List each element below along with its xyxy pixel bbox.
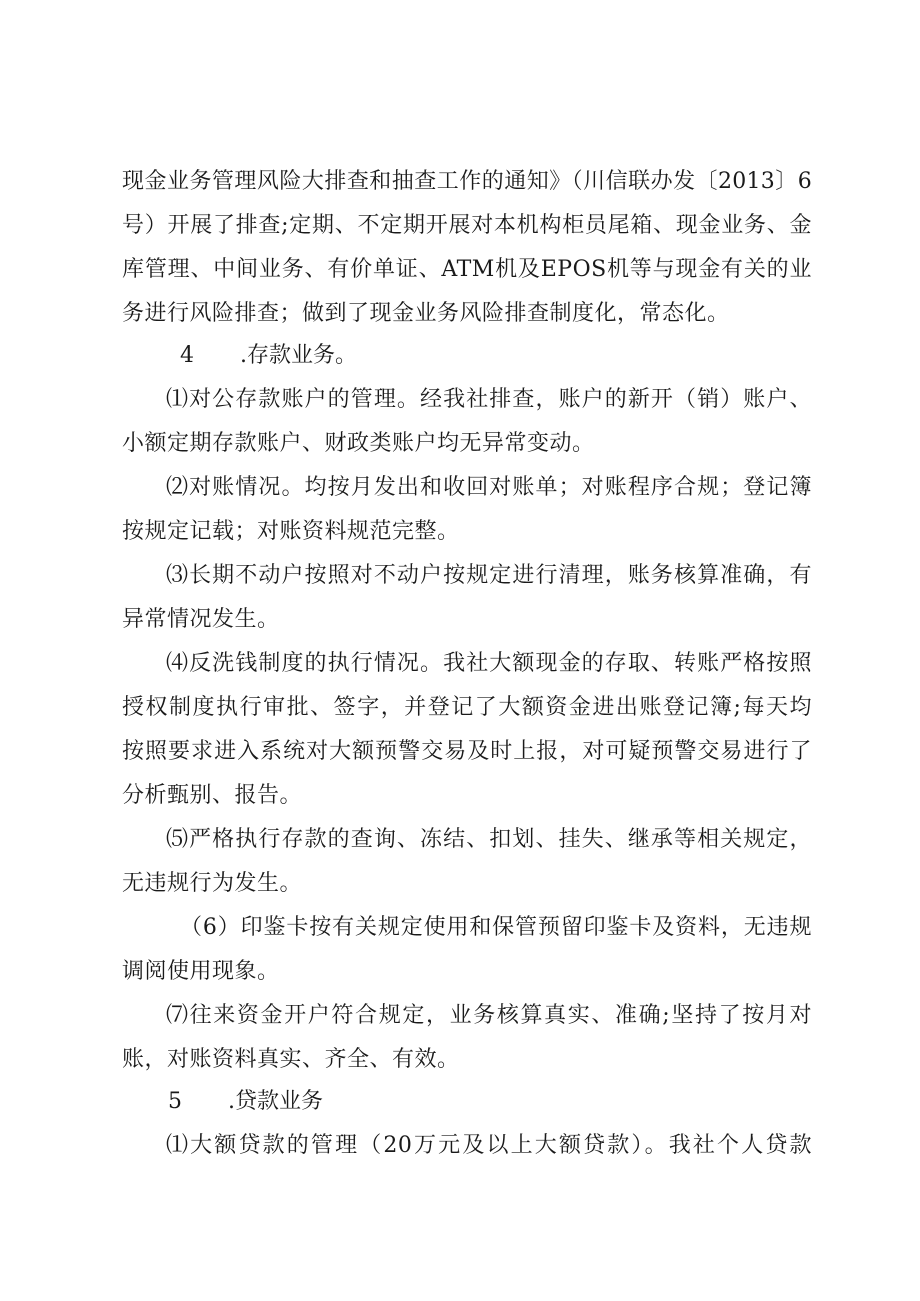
item-8-line-1: ⑴大额贷款的管理（20万元及以上大额贷款）。我社个人贷款: [166, 1133, 812, 1158]
section-5-title: .贷款业务: [228, 1089, 323, 1114]
section-4-heading: [180, 340, 480, 372]
item-1-line-2: 小额定期存款账户、财政类账户均无异常变动。: [122, 431, 595, 456]
item-3-line-1: ⑶长期不动户按照对不动户按规定进行清理，账务核算准确，有: [166, 563, 812, 588]
paragraph-1-line-1: 现金业务管理风险大排查和抽查工作的通知》（川信联办发〔2013〕6: [122, 169, 812, 194]
item-6-line-1: （6）印鉴卡按有关规定使用和保管预留印鉴卡及资料，无违规: [180, 915, 812, 940]
item-4-line-4: 分析甄别、报告。: [122, 783, 303, 808]
section-5-number: 5: [168, 1089, 182, 1114]
paragraph-1-line-4: 务进行风险排查；做到了现金业务风险排查制度化，常态化。: [122, 301, 730, 326]
item-7-line-1: ⑺往来资金开户符合规定，业务核算真实、准确;坚持了按月对: [166, 1003, 812, 1028]
item-5-line-2: 无违规行为发生。: [122, 871, 303, 896]
item-2-line-1: ⑵对账情况。均按月发出和收回对账单；对账程序合规；登记簿: [166, 475, 812, 500]
section-5-heading: [168, 1086, 468, 1118]
item-6-line-2: 调阅使用现象。: [122, 959, 280, 984]
paragraph-1-line-2: 号）开展了排查;定期、不定期开展对本机构柜员尾箱、现金业务、金: [122, 213, 812, 238]
item-2-line-2: 按规定记载；对账资料规范完整。: [122, 519, 460, 544]
item-4-line-2: 授权制度执行审批、签字，并登记了大额资金进出账登记簿;每天均: [122, 695, 812, 720]
section-4-title: .存款业务。: [240, 343, 357, 368]
item-7-line-2: 账，对账资料真实、齐全、有效。: [122, 1047, 460, 1072]
section-4-number: 4: [180, 343, 194, 368]
item-4-line-1: ⑷反洗钱制度的执行情况。我社大额现金的存取、转账严格按照: [166, 651, 812, 676]
item-1-line-1: ⑴对公存款账户的管理。经我社排查，账户的新开（销）账户、: [166, 387, 812, 412]
item-4-line-3: 按照要求进入系统对大额预警交易及时上报，对可疑预警交易进行了: [122, 739, 812, 764]
paragraph-1-line-3: 库管理、中间业务、有价单证、ATM机及EPOS机等与现金有关的业: [122, 257, 812, 282]
item-3-line-2: 异常情况发生。: [122, 607, 280, 632]
item-5-line-1: ⑸严格执行存款的查询、冻结、扣划、挂失、继承等相关规定，: [166, 827, 812, 852]
